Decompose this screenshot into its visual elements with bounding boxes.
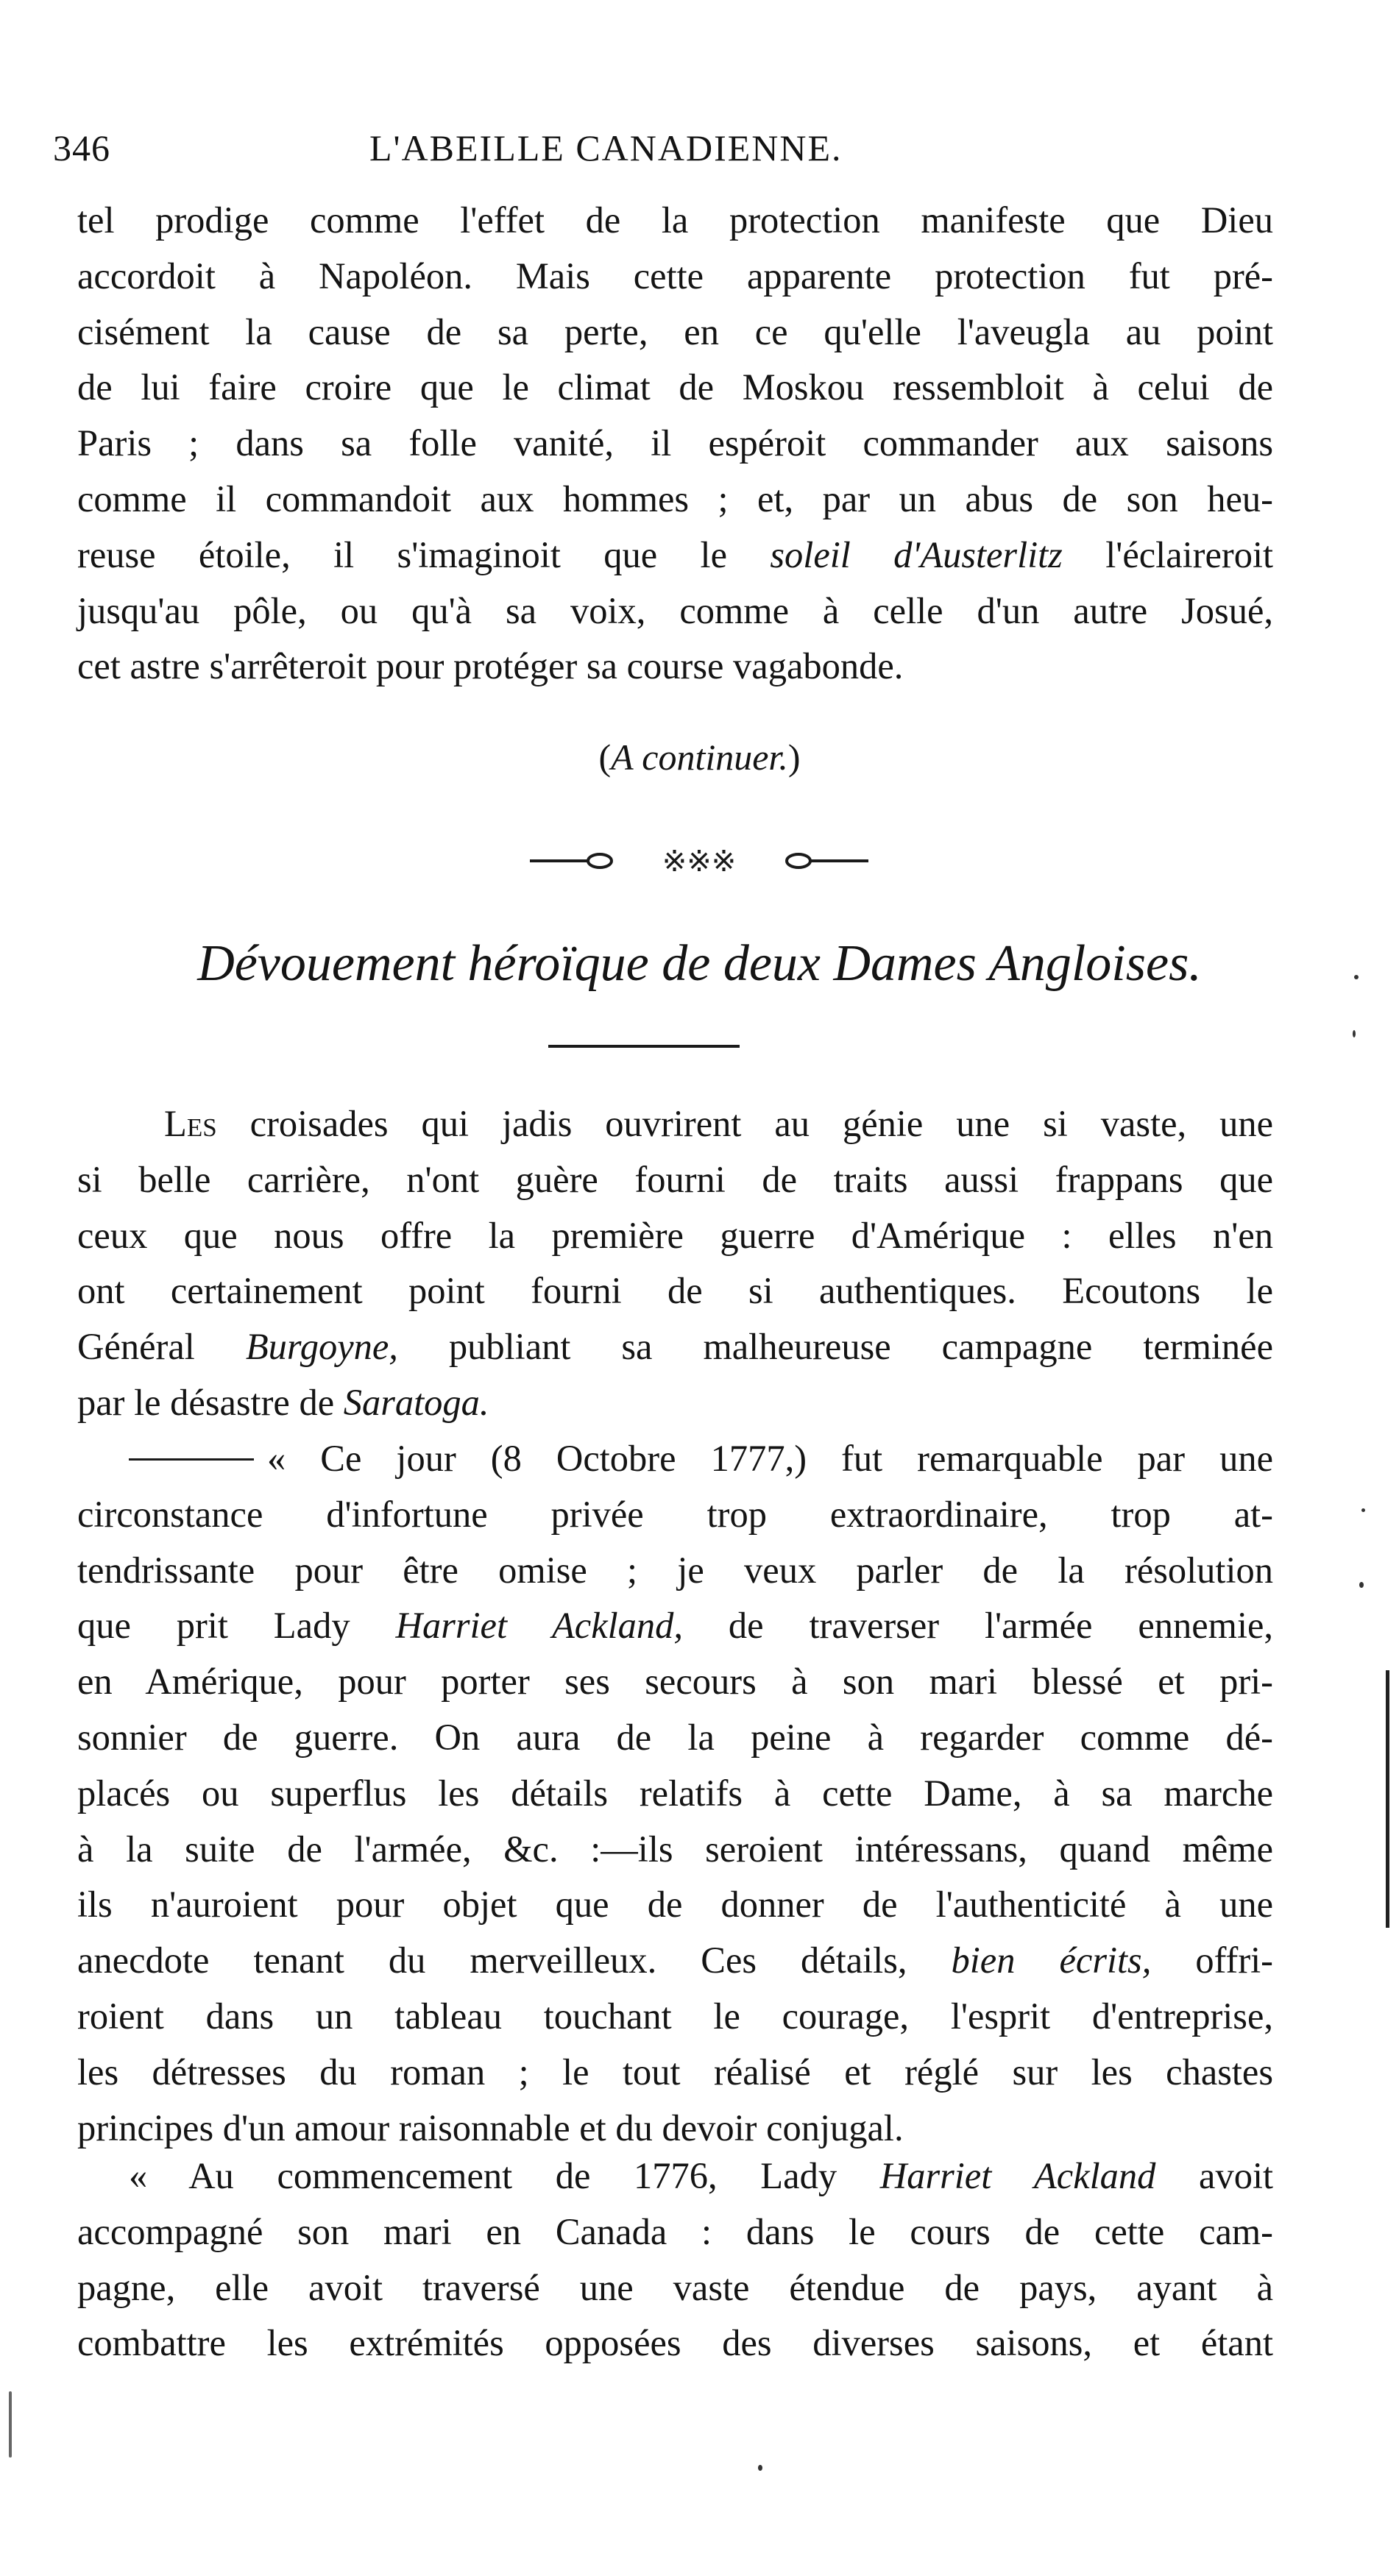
text-line [77,1375,1273,1431]
text-line: combattre les extrémités opposées des diverses saisons, et étant [77,2322,1273,2364]
paragraph-quote-1 [77,1431,1273,2156]
text-line: pagne, elle avoit traversé une vaste étendue de pays, ayant à [77,2266,1273,2308]
margin-scan-mark [1386,1670,1389,1928]
text-line: Paris ; dans sa folle vanité, il espéroit commander aux saisons [77,422,1273,464]
scan-speck [1359,1582,1364,1588]
text-line: les détresses du roman ; le tout réalisé et réglé sur les chastes [77,2051,1273,2093]
section-title: Dévouement héroïque de deux Dames Angloises. [197,935,1202,992]
italic-name: Saratoga. [343,1381,489,1423]
scan-speck [758,2465,762,2471]
text-line: sonnier de guerre. On aura de la peine à regarder comme dé- [77,1716,1273,1758]
to-be-continued [0,736,1399,778]
paragraph-quote-2 [77,2149,1273,2371]
text-segment: que prit Lady [77,1605,350,1647]
dash-rule [129,1458,254,1461]
italic-name: Harriet Ackland, [395,1605,684,1647]
text-line: comme il commandoit aux hommes ; et, par un abus de son heu- [77,478,1273,519]
text-segment: offri- [1195,1940,1273,1981]
ornament-divider [530,839,868,883]
italic-phrase: bien écrits, [951,1940,1152,1981]
text-line [77,2149,1273,2204]
italic-name: Harriet Ackland [879,2155,1156,2196]
paragraph-napoleon [77,193,1273,695]
text-line: à la suite de l'armée, &c. :—ils seroient intéressans, quand même [77,1828,1273,1870]
text-line: ont certainement point fourni de si authentiques. Ecoutons le [77,1270,1273,1312]
text-line [77,1319,1273,1375]
text-segment: l'éclaireroit [1105,533,1274,575]
page-header [53,127,1275,185]
text-line [77,1431,1273,1487]
scan-speck [9,2391,12,2458]
text-segment: croisades qui jadis ouvrirent au génie une si vaste, une [249,1103,1273,1144]
text-segment: anecdote tenant du merveilleux. Ces détails, [77,1940,907,1981]
italic-name: Burgoyne, [245,1326,398,1368]
continuer-text: A continuer. [611,737,788,778]
paragraph-croisades [77,1096,1273,1431]
text-line: cet astre s'arrêteroit pour protéger sa course vagabonde. [77,645,904,687]
text-segment: « Ce jour (8 Octobre 1777,) fut remarquable par une [267,1438,1273,1479]
text-line: en Amérique, pour porter ses secours à son mari blessé et pri- [77,1661,1273,1703]
text-line: tendrissante pour être omise ; je veux parler de la résolution [77,1549,1273,1591]
text-line: si belle carrière, n'ont guère fourni de traits aussi frappans que [77,1158,1273,1200]
scan-speck [1354,975,1359,979]
text-line: principes d'un amour raisonnable et du devoir conjugal. [77,2107,904,2149]
text-line: cisément la cause de sa perte, en ce qu'elle l'aveugla au point [77,311,1273,352]
initial-word: Les [164,1103,217,1144]
text-line: roient dans un tableau touchant le courage, l'esprit d'entreprise, [77,1995,1273,2037]
scan-speck [1353,1030,1356,1037]
text-line [77,1933,1273,1989]
text-line: circonstance d'infortune privée trop extraordinaire, trop at- [77,1493,1273,1535]
running-title: L'ABEILLE CANADIENNE. [369,127,843,168]
svg-text:※※※: ※※※ [662,845,737,879]
text-segment: Général [77,1326,195,1368]
text-segment: avoit [1199,2155,1274,2196]
text-segment: de traverser l'armée ennemie, [728,1605,1274,1647]
text-line: accordoit à Napoléon. Mais cette apparente protection fut pré- [77,255,1273,297]
text-line: ceux que nous offre la première guerre d'Amérique : elles n'en [77,1214,1273,1256]
paren-open: ( [598,737,612,778]
text-segment: par le désastre de [77,1381,335,1423]
text-line [77,1096,1273,1152]
text-line: tel prodige comme l'effet de la protection manifeste que Dieu [77,199,1273,241]
text-line: placés ou superflus les détails relatifs à cette Dame, à sa marche [77,1772,1273,1814]
text-line: accompagné son mari en Canada : dans le cours de cette cam- [77,2210,1273,2252]
text-line: de lui faire croire que le climat de Moskou ressembloit à celui de [77,366,1273,408]
text-line: ils n'auroient pour objet que de donner de l'authenticité à une [77,1884,1273,1926]
title-rule [548,1045,740,1048]
text-line [77,528,1273,583]
text-line: jusqu'au pôle, ou qu'à sa voix, comme à celle d'un autre Josué, [77,589,1273,631]
text-segment: publiant sa malheureuse campagne terminée [448,1326,1273,1368]
text-segment: reuse étoile, il s'imaginoit que le [77,533,727,575]
page-number: 346 [53,127,110,168]
text-segment: « Au commencement de 1776, Lady [129,2155,837,2196]
text-line [77,1598,1273,1654]
italic-phrase: soleil d'Austerlitz [770,533,1063,575]
scan-speck [1361,1508,1365,1512]
paren-close: ) [787,737,801,778]
